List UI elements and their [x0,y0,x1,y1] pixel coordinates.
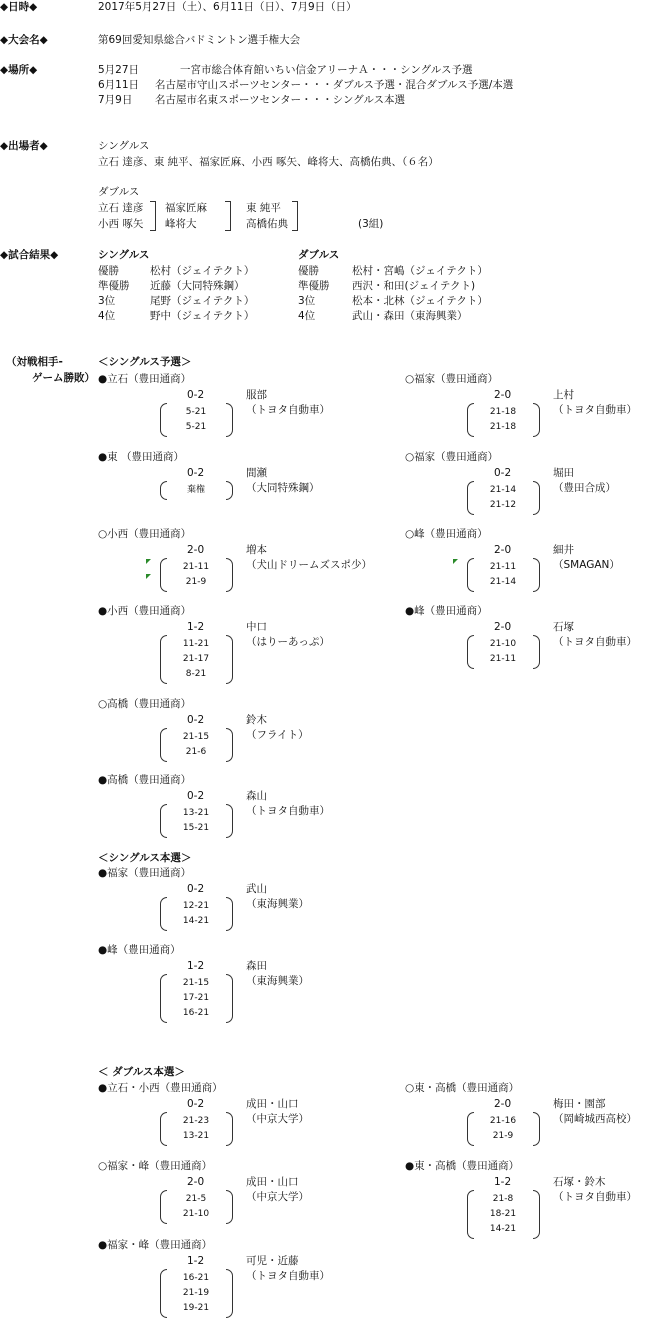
match-game-score: 13-21 [182,808,210,818]
doubles-label: ダブルス [98,186,140,198]
game-bracket-right [226,1190,233,1224]
match-score: 2-0 [494,621,512,633]
match-game-score: 16-21 [182,1008,210,1018]
match-game-score: 21-15 [182,732,210,742]
matches-label-2: ゲーム勝敗） [32,372,95,384]
match-opponent: 服部 [246,389,267,401]
match-opponent: 梅田・園部 [553,1098,606,1110]
match-opponent: 石塚・鈴木 [553,1176,606,1188]
match-game-score: 21-15 [182,978,210,988]
game-bracket-right [226,804,233,838]
game-bracket-left [160,728,167,762]
match-game-score: 5-21 [185,407,207,417]
match-game-score: 21-14 [489,577,517,587]
match-game-score: 12-21 [182,901,210,911]
result-rank: 準優勝 [298,280,330,292]
match-game-score: 17-21 [182,993,210,1003]
match-opponent: 上村 [553,389,574,401]
match-game-score: 15-21 [182,823,210,833]
match-opponent-team: （トヨタ自動車） [553,404,637,416]
match-game-score: 棄権 [186,485,205,495]
match-score: 2-0 [494,544,512,556]
match-game-score: 21-8 [492,1194,514,1204]
match-player: ●福家・峰（豊田通商） [98,1239,213,1251]
match-opponent: 森田 [246,960,267,972]
result-name: 松村・宮嶋（ジェイテクト） [352,265,488,277]
game-bracket-right [226,558,233,592]
match-opponent-team: （トヨタ自動車） [553,1191,637,1203]
match-score: 1-2 [187,960,205,972]
match-opponent-team: （トヨタ自動車） [246,805,330,817]
match-opponent: 可児・近藤 [246,1255,299,1267]
match-player: ●峰（豊田通商） [405,605,488,617]
match-game-score: 21-10 [182,1209,210,1219]
match-game-score: 19-21 [182,1303,210,1313]
game-bracket-right [226,635,233,684]
pair-bracket [292,201,298,231]
doubles-player: 高橋佑典 [246,218,288,230]
match-game-score: 21-9 [492,1131,514,1141]
match-opponent-team: （トヨタ自動車） [246,404,330,416]
singles-label: シングルス [98,140,150,152]
match-game-score: 21-17 [182,654,210,664]
match-game-score: 21-11 [182,562,210,572]
match-player: ●東 （豊田通商） [98,451,184,463]
singles-results-title: シングルス [98,249,150,261]
result-rank: 4位 [98,310,116,322]
result-name: 野中（ジェイテクト） [150,310,255,322]
match-player: ●小西（豊田通商） [98,605,192,617]
game-bracket-left [160,635,167,684]
match-opponent: 武山 [246,883,267,895]
match-game-score: 21-9 [185,577,207,587]
game-bracket-right [226,974,233,1023]
match-opponent: 鈴木 [246,714,267,726]
match-score: 0-2 [187,883,205,895]
match-game-score: 14-21 [182,916,210,926]
game-bracket-right [226,1269,233,1318]
result-rank: 3位 [98,295,116,307]
match-opponent: 増本 [246,544,267,556]
match-game-score: 11-21 [182,639,210,649]
match-game-score: 14-21 [489,1224,517,1234]
venue-place: 名古屋市名東スポーツセンター・・・シングルス本選 [155,94,406,106]
match-game-score: 5-21 [185,422,207,432]
doubles-player: 峰将大 [165,218,197,230]
game-bracket-left [160,558,167,592]
match-opponent-team: （フライト） [246,729,309,741]
match-game-score: 21-6 [185,747,207,757]
match-player: ○峰（豊田通商） [405,528,488,540]
match-score: 2-0 [494,1098,512,1110]
match-opponent-team: （中京大学） [246,1113,309,1125]
venue-place: 名古屋市守山スポーツセンター・・・ダブルス予選・混合ダブルス予選/本選 [155,79,514,91]
doubles-player: 立石 達彦 [98,202,144,214]
game-bracket-left [160,403,167,437]
match-game-score: 8-21 [185,669,207,679]
venue-label: ◆場所◆ [0,64,38,76]
match-player: ●峰（豊田通商） [98,944,181,956]
result-name: 松村（ジェイテクト） [150,265,255,277]
result-rank: 優勝 [298,265,319,277]
match-opponent-team: （中京大学） [246,1191,309,1203]
match-game-score: 16-21 [182,1273,210,1283]
match-player: ○東・高橋（豊田通商） [405,1082,520,1094]
doubles-player: 東 純平 [246,202,281,214]
game-bracket-right [226,403,233,437]
game-bracket-left [160,1112,167,1146]
result-name: 西沢・和田(ジェイテクト) [352,280,476,292]
game-bracket-left [467,1112,474,1146]
result-rank: 準優勝 [98,280,130,292]
match-opponent: 間瀬 [246,467,267,479]
match-score: 2-0 [187,544,205,556]
date-label: ◆日時◆ [0,1,38,13]
match-score: 0-2 [187,1098,205,1110]
match-score: 1-2 [187,621,205,633]
doubles-count: (3組) [358,218,384,230]
match-player: ●福家（豊田通商） [98,867,192,879]
game-bracket-right [533,635,540,669]
match-opponent: 堀田 [553,467,574,479]
game-bracket-left [160,481,167,500]
game-bracket-left [160,1190,167,1224]
match-game-score: 21-18 [489,422,517,432]
match-score: 0-2 [494,467,512,479]
game-bracket-right [533,558,540,592]
match-opponent-team: （東海興業） [246,898,309,910]
event-value: 第69回愛知県総合バドミントン選手権大会 [98,34,301,46]
match-opponent-team: （東海興業） [246,975,309,987]
doubles-player: 小西 啄矢 [98,218,144,230]
match-score: 1-2 [187,1255,205,1267]
match-game-score: 21-16 [489,1116,517,1126]
game-bracket-right [226,728,233,762]
game-bracket-left [467,481,474,515]
match-game-score: 18-21 [489,1209,517,1219]
matches-label-1: （対戦相手- [6,356,63,368]
venue-day: 7月9日 [98,94,133,106]
venue-place: 一宮市総合体育館いちい信金アリーナＡ・・・シングルス予選 [180,64,473,76]
game-bracket-left [467,558,474,592]
match-opponent: 成田・山口 [246,1098,299,1110]
doubles-results-title: ダブルス [298,249,340,261]
match-game-score: 13-21 [182,1131,210,1141]
match-game-score: 21-11 [489,654,517,664]
match-player: ○高橋（豊田通商） [98,698,192,710]
result-rank: 4位 [298,310,316,322]
match-opponent-team: （大同特殊鋼） [246,482,320,494]
match-opponent-team: （トヨタ自動車） [553,636,637,648]
singles-players: 立石 達彦、東 純平、福家匠麻、小西 啄矢、峰将大、高橋佑典、（６名） [98,156,439,168]
corner-mark [453,559,458,564]
pair-bracket [150,201,156,231]
results-label: ◆試合結果◆ [0,249,59,261]
game-bracket-right [226,897,233,931]
result-name: 武山・森田（東海興業） [352,310,468,322]
game-bracket-right [226,481,233,500]
game-bracket-left [160,1269,167,1318]
match-player: ●立石（豊田通商） [98,373,192,385]
match-opponent-team: （豊田合成） [553,482,616,494]
match-player: ●東・高橋（豊田通商） [405,1160,520,1172]
game-bracket-right [226,1112,233,1146]
venue-day: 5月27日 [98,64,140,76]
match-game-score: 21-23 [182,1116,210,1126]
match-game-score: 21-12 [489,500,517,510]
players-label: ◆出場者◆ [0,140,48,152]
game-bracket-right [533,1190,540,1239]
singles-main-title: ＜シングルス本選＞ [98,852,192,864]
match-score: 0-2 [187,467,205,479]
game-bracket-left [467,403,474,437]
result-rank: 3位 [298,295,316,307]
game-bracket-left [160,974,167,1023]
game-bracket-left [160,804,167,838]
match-opponent: 成田・山口 [246,1176,299,1188]
doubles-player: 福家匠麻 [165,202,207,214]
game-bracket-right [533,403,540,437]
match-player: ○福家（豊田通商） [405,451,499,463]
match-game-score: 21-14 [489,485,517,495]
event-label: ◆大会名◆ [0,34,48,46]
match-score: 2-0 [494,389,512,401]
match-game-score: 21-5 [185,1194,207,1204]
match-player: ○福家・峰（豊田通商） [98,1160,213,1172]
match-score: 1-2 [494,1176,512,1188]
match-score: 0-2 [187,714,205,726]
result-rank: 優勝 [98,265,119,277]
match-game-score: 21-11 [489,562,517,572]
result-name: 松本・北林（ジェイテクト） [352,295,488,307]
venue-day: 6月11日 [98,79,140,91]
corner-mark [146,574,151,579]
match-score: 2-0 [187,1176,205,1188]
game-bracket-right [533,481,540,515]
match-player: ○福家（豊田通商） [405,373,499,385]
match-opponent: 石塚 [553,621,574,633]
match-opponent: 森山 [246,790,267,802]
game-bracket-left [467,635,474,669]
match-game-score: 21-18 [489,407,517,417]
match-score: 0-2 [187,389,205,401]
game-bracket-right [533,1112,540,1146]
match-game-score: 21-19 [182,1288,210,1298]
match-game-score: 21-10 [489,639,517,649]
game-bracket-left [467,1190,474,1239]
match-opponent-team: （トヨタ自動車） [246,1270,330,1282]
doubles-main-title: ＜ ダブルス本選＞ [98,1066,185,1078]
match-opponent-team: （岡崎城西高校） [553,1113,637,1125]
game-bracket-left [160,897,167,931]
match-opponent-team: （はりーあっぷ） [246,636,330,648]
pair-bracket [225,201,231,231]
date-value: 2017年5月27日（土）、6月11日（日）、7月9日（日） [98,1,357,13]
singles-prelim-title: ＜シングルス予選＞ [98,356,192,368]
match-score: 0-2 [187,790,205,802]
match-opponent-team: （犬山ドリームズスポ少） [246,559,372,571]
match-player: ●立石・小西（豊田通商） [98,1082,223,1094]
match-opponent: 細井 [553,544,574,556]
match-player: ●高橋（豊田通商） [98,774,192,786]
match-player: ○小西（豊田通商） [98,528,192,540]
match-opponent: 中口 [246,621,267,633]
result-name: 近藤（大同特殊鋼） [150,280,245,292]
corner-mark [146,559,151,564]
result-name: 尾野（ジェイテクト） [150,295,255,307]
match-opponent-team: （SMAGAN） [553,559,620,571]
